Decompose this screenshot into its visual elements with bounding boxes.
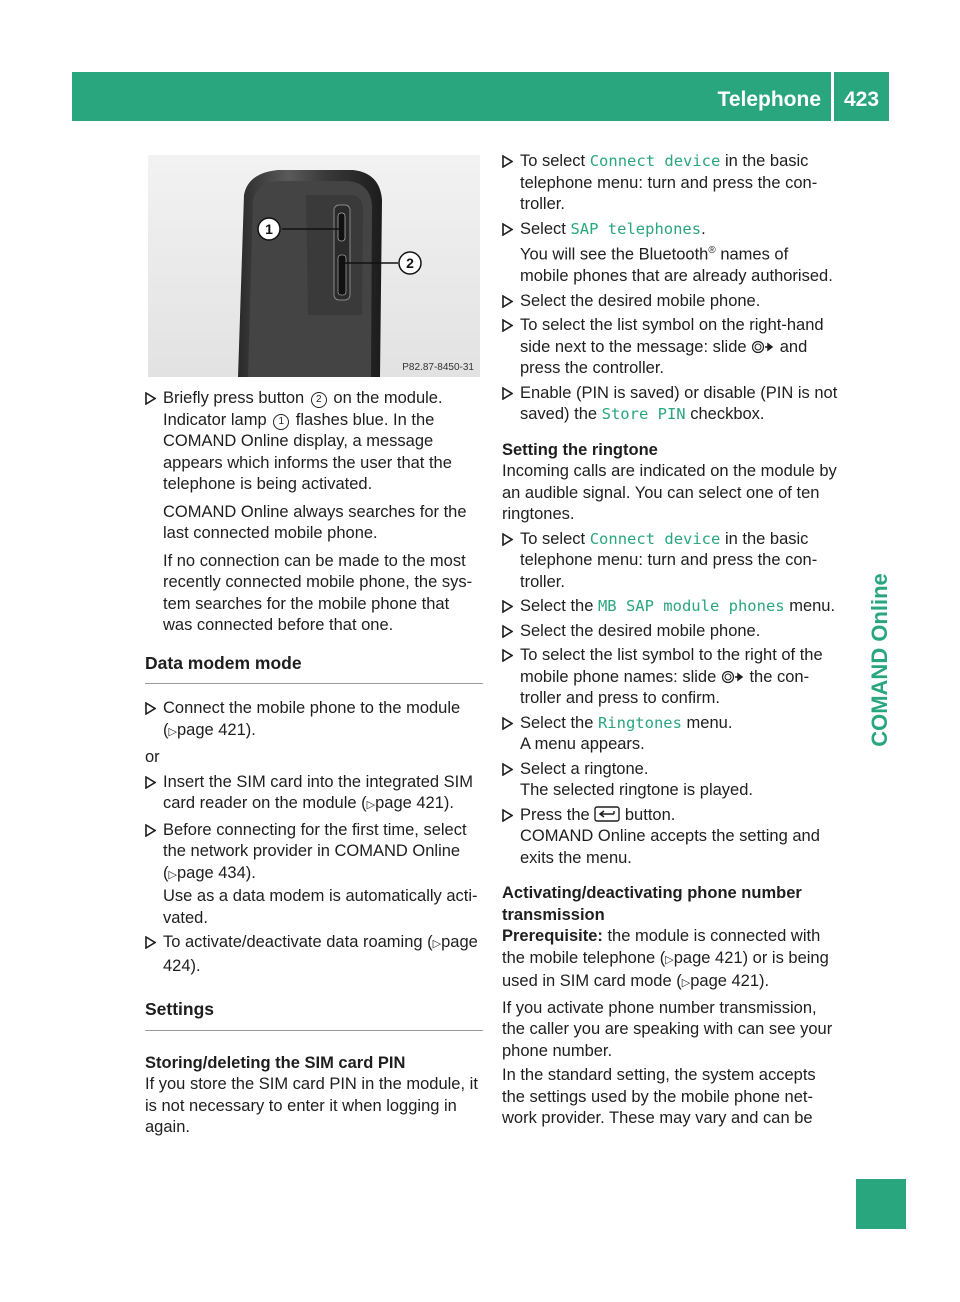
left-column	[145, 388, 483, 1142]
callout-2-label: 2	[406, 255, 414, 271]
back-button-icon	[594, 806, 620, 822]
step-select-provider: Before connecting for the first time, select the network provider in COMAND Online (▷page 434). Use as a data modem is automatically acti-vated.	[145, 820, 483, 930]
step-select-ringtone: Select a ringtone. The selected ringtone is played.	[502, 759, 838, 802]
lamp-1-marker: 1	[273, 414, 289, 430]
step-arrow-icon	[502, 649, 513, 662]
page-ref-icon: ▷	[681, 977, 691, 989]
prerequisite-text: Prerequisite: the module is connected with the mobile telephone (▷page 421) or is being used in SIM card mode (▷page 421).	[502, 927, 829, 990]
step-mb-sap-module: Select the MB SAP module phones menu.	[502, 596, 838, 618]
controller-slide-right-icon	[751, 340, 775, 354]
heading-data-modem: Data modem mode	[145, 653, 483, 685]
step-arrow-icon	[502, 625, 513, 638]
step-connect-device: To select Connect device in the basic telephone menu: turn and press the con-troller.	[502, 151, 838, 216]
button-2-marker: 2	[311, 392, 327, 408]
step-ringtones-menu: Select the Ringtones menu. A menu appears.	[502, 713, 838, 756]
step-arrow-icon	[502, 717, 513, 730]
step-ring-select-phone: Select the desired mobile phone.	[502, 621, 838, 643]
step-arrow-icon	[502, 533, 513, 546]
step-sap-telephones: Select SAP telephones. You will see the Bluetooth® names of mobile phones that are already authorised.	[502, 219, 838, 288]
step-arrow-icon	[502, 763, 513, 776]
step-store-pin: Enable (PIN is saved) or disable (PIN is not saved) the Store PIN checkbox.	[502, 383, 838, 426]
step-data-roaming: To activate/deactivate data roaming (▷page 424).	[145, 932, 483, 977]
step-press-back: Press the button. COMAND Online accepts the setting and exits the menu.	[502, 805, 838, 870]
step-connect-module: Connect the mobile phone to the module (▷page 421).	[145, 698, 483, 743]
step-arrow-icon	[145, 824, 156, 837]
side-tab-marker	[856, 1179, 906, 1229]
heading-settings: Settings	[145, 999, 483, 1031]
sim-pin-text: If you store the SIM card PIN in the module, it is not necessary to enter it when logging in again.	[145, 1075, 478, 1136]
subheading-sim-pin: Storing/deleting the SIM card PIN	[145, 1053, 406, 1072]
page-number: 423	[843, 88, 880, 111]
step-ring-list-symbol: To select the list symbol to the right of the mobile phone names: slide the con-troller and press to confirm.	[502, 645, 838, 710]
page-ref-icon: ▷	[366, 799, 376, 811]
step-ring-connect-device: To select Connect device in the basic telephone menu: turn and press the con-troller.	[502, 529, 838, 594]
step-arrow-icon	[145, 702, 156, 715]
menu-item-mb-sap-module-phones: MB SAP module phones	[597, 597, 785, 615]
subheading-phone-number-transmission: Activating/deactivating phone number transmission	[502, 884, 802, 924]
step-list-symbol: To select the list symbol on the right-hand side next to the message: slide and press the controller.	[502, 315, 838, 380]
menu-item-sap-telephones: SAP telephones	[570, 219, 702, 238]
step-insert-sim: Insert the SIM card into the integrated SIM card reader on the module (▷page 421).	[145, 772, 483, 817]
step1-note-2: If no connection can be made to the most recently connected mobile phone, the sys-tem searches for the mobile phone that was connected before that one.	[163, 551, 473, 634]
callout-1-label: 1	[265, 221, 273, 237]
step-arrow-icon	[502, 223, 513, 236]
subheading-ringtone: Setting the ringtone	[502, 440, 658, 459]
menu-item-connect-device: Connect device	[589, 529, 721, 548]
step-arrow-icon	[502, 600, 513, 613]
module-figure	[148, 155, 480, 377]
checkbox-store-pin: Store PIN	[601, 405, 686, 423]
page-ref-icon: ▷	[665, 953, 674, 966]
step-arrow-icon	[145, 936, 156, 949]
step-arrow-icon	[502, 809, 513, 822]
right-column	[502, 151, 838, 1133]
step-select-phone: Select the desired mobile phone.	[502, 291, 838, 313]
sap-module-illustration	[148, 155, 480, 377]
step-arrow-icon	[145, 392, 156, 405]
or-text: or	[145, 748, 160, 766]
step-arrow-icon	[502, 295, 513, 308]
step-arrow-icon	[502, 319, 513, 332]
transmission-text-2: In the standard setting, the system accepts the settings used by the mobile phone net-work provider. These may vary and can be	[502, 1066, 816, 1127]
ringtone-text: Incoming calls are indicated on the module by an audible signal. You can select one of ten ringtones.	[502, 462, 837, 523]
menu-item-connect-device: Connect device	[589, 152, 721, 170]
page-ref-icon: ▷	[168, 725, 177, 738]
step-arrow-icon	[502, 387, 513, 400]
step-arrow-icon	[502, 155, 513, 168]
page-ref-icon: ▷	[432, 938, 442, 950]
transmission-text-1: If you activate phone number transmission, the caller you are speaking with can see your phone number.	[502, 998, 833, 1060]
side-tab-label: COMAND Online	[867, 573, 892, 747]
step1-note-1: COMAND Online always searches for the last connected mobile phone.	[163, 502, 467, 542]
step-activate: Briefly press button 2 on the module. Indicator lamp 1 flashes blue. In the COMAND Online display, a message appears which informs the user that the telephone is being activated. COMAND Online always searches for the last connected mobile phone. If no connection can be made to the most recently connected mobile phone, the sys-tem searches for the mobile phone that was connected before that one.	[145, 388, 483, 637]
step-arrow-icon	[145, 776, 156, 789]
menu-item-ringtones: Ringtones	[597, 713, 682, 732]
image-code: P82.87-8450-31	[402, 362, 474, 373]
controller-slide-right-icon	[721, 670, 745, 684]
page-ref-icon: ▷	[168, 868, 177, 881]
section-title: Telephone	[717, 88, 821, 111]
